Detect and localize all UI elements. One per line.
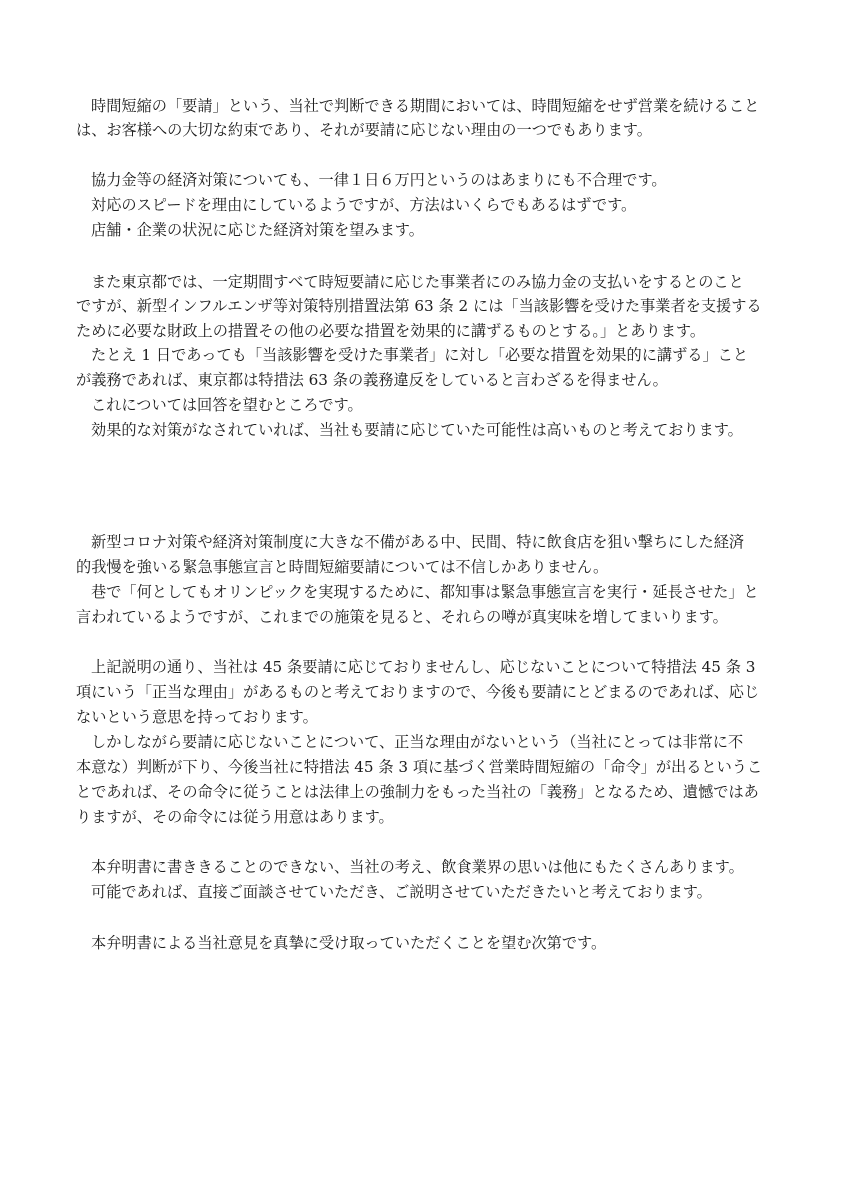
text-line: 本弁明書による当社意見を真摯に受け取っていただくことを望む次第です。 [91, 934, 607, 952]
text-line: ないという意思を持っております。 [76, 708, 318, 726]
text-line: たとえ 1 日であっても「当該影響を受けた事業者」に対し「必要な措置を効果的に講ずる」こと [91, 346, 749, 364]
text-line: 本意な）判断が下り、今後当社に特措法 45 条 3 項に基づく営業時間短縮の「命令」が出るというこ [76, 758, 763, 776]
text-line: 可能であれば、直接ご面談させていただき、ご説明させていただきたいと考えております。 [91, 883, 712, 901]
text-line: 上記説明の通り、当社は 45 条要請に応じておりませんし、応じないことについて特措法 45 条 3 [91, 658, 756, 676]
text-line: は、お客様への大切な約束であり、それが要請に応じない理由の一つでもあります。 [76, 121, 652, 139]
text-line: 対応のスピードを理由にしているようですが、方法はいくらでもあるはずです。 [91, 196, 637, 214]
text-line: しかしながら要請に応じないことについて、正当な理由がないという（当社にとっては非常に不 [91, 733, 744, 751]
text-line: が義務であれば、東京都は特措法 63 条の義務違反をしていると言わざるを得ません。 [76, 371, 668, 389]
text-line: 店舗・企業の状況に応じた経済対策を望みます。 [91, 221, 424, 239]
text-line: これについては回答を望むところです。 [91, 396, 363, 414]
text-line: 本弁明書に書ききることのできない、当社の考え、飲食業界の思いは他にもたくさんあります。 [91, 858, 744, 876]
text-line: ために必要な財政上の措置その他の必要な措置を効果的に講ずるものとする。」とあります。 [76, 322, 706, 340]
text-line: りますが、その命令には従う用意はあります。 [76, 808, 394, 826]
text-line: 巷で「何としてもオリンピックを実現するために、都知事は緊急事態宣言を実行・延長させた」と [91, 583, 759, 601]
text-line: とであれば、その命令に従うことは法律上の強制力をもった当社の「義務」となるため、遺憾ではあ [76, 783, 759, 801]
text-line: ですが、新型インフルエンザ等対策特別措置法第 63 条 2 には「当該影響を受けた事業者を支援する [76, 297, 762, 315]
text-line: 言われているようですが、これまでの施策を見ると、それらの噂が真実味を増してまいります。 [76, 608, 728, 626]
text-line: 項にいう「正当な理由」があるものと考えておりますので、今後も要請にとどまるのであれば、応じ [76, 683, 760, 701]
text-line: また東京都では、一定期間すべて時短要請に応じた事業者にのみ協力金の支払いをするとのこと [91, 273, 744, 291]
text-line: 協力金等の経済対策についても、一律１日６万円というのはあまりにも不合理です。 [91, 171, 667, 189]
text-line: 効果的な対策がなされていれば、当社も要請に応じていた可能性は高いものと考えております。 [91, 421, 743, 439]
text-line: 新型コロナ対策や経済対策制度に大きな不備がある中、民間、特に飲食店を狙い撃ちにした経済 [91, 533, 745, 551]
document-page [76, 0, 776, 1200]
text-line: 的我慢を強いる緊急事態宣言と時間短縮要請については不信しかありません。 [76, 558, 609, 576]
text-line: 時間短縮の「要請」という、当社で判断できる期間においては、時間短縮をせず営業を続けること [91, 97, 760, 115]
